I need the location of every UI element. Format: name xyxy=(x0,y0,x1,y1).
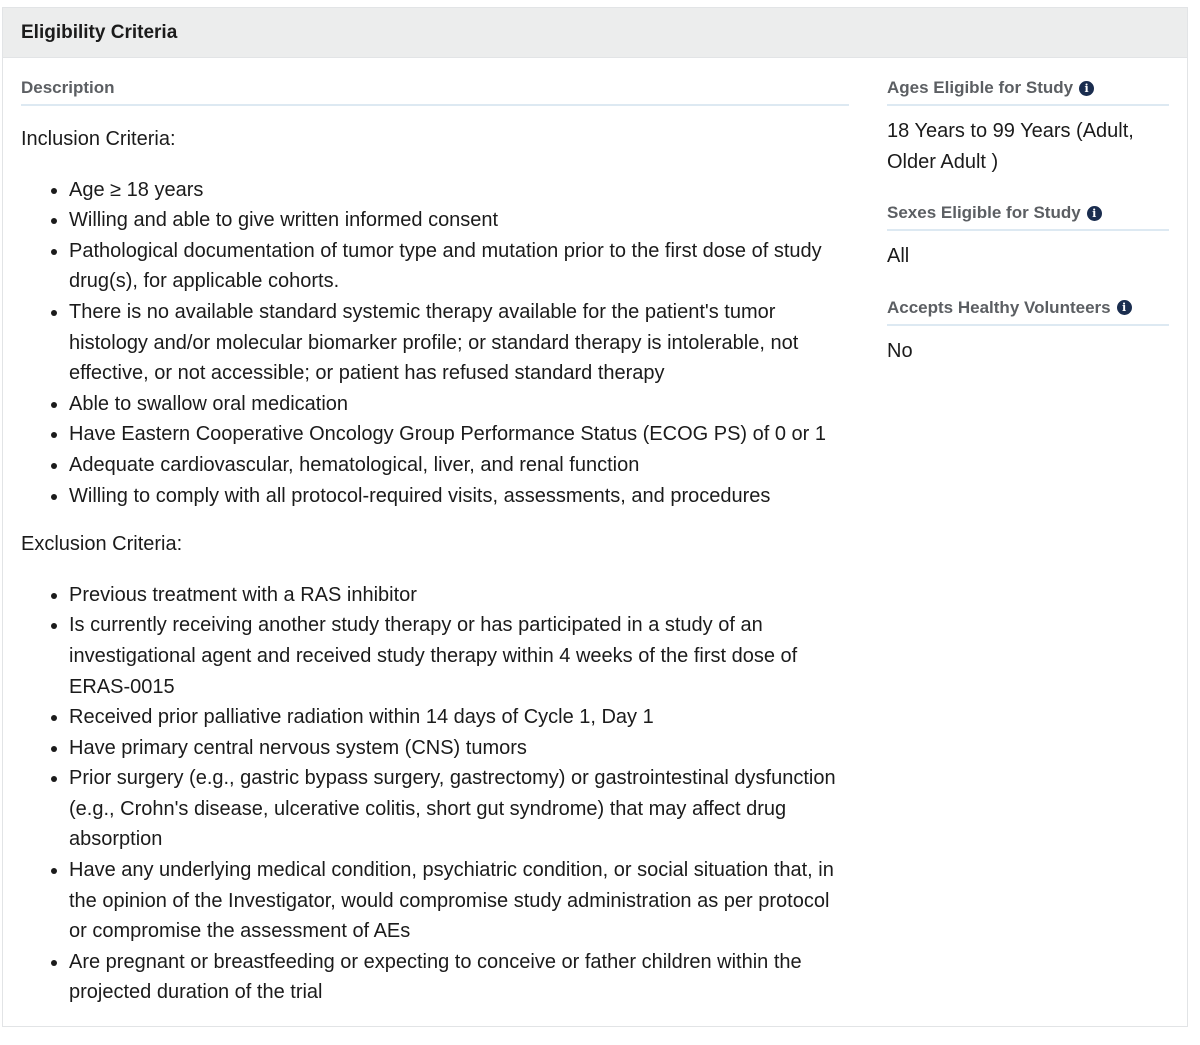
criteria-item: • Adequate cardiovascular, hematological, liver, and renal function xyxy=(69,450,849,481)
sexes-label-text: Sexes Eligible for Study xyxy=(887,203,1081,223)
criteria-item: • Willing to comply with all protocol-required visits, assessments, and procedures xyxy=(69,481,849,512)
sexes-block xyxy=(887,203,1169,272)
volunteers-block xyxy=(887,298,1169,367)
volunteers-value: No xyxy=(887,339,913,362)
criteria-item: • Prior surgery (e.g., gastric bypass surgery, gastrectomy) or gastrointestinal dysfunction (e.g., Crohn's disease, ulcerative colitis, short gut syndrome) that may affect drug absorption xyxy=(69,763,849,855)
criteria-item: • Are pregnant or breastfeeding or expecting to conceive or father children within the projected duration of the trial xyxy=(69,947,849,1008)
inclusion-list xyxy=(21,175,849,512)
exclusion-list xyxy=(21,580,849,1008)
exclusion-heading: Exclusion Criteria: xyxy=(21,533,183,556)
info-icon[interactable]: i xyxy=(1087,206,1102,221)
info-icon[interactable]: i xyxy=(1117,300,1132,315)
eligibility-sidebar xyxy=(887,78,1169,366)
volunteers-label xyxy=(887,298,1169,326)
ages-value: 18 Years to 99 Years (Adult, Older Adult ) xyxy=(887,120,1134,173)
criteria-item: • Received prior palliative radiation within 14 days of Cycle 1, Day 1 xyxy=(69,702,849,733)
ages-block xyxy=(887,78,1169,177)
inclusion-heading: Inclusion Criteria: xyxy=(21,128,176,150)
sexes-value: All xyxy=(887,245,910,268)
volunteers-label-text: Accepts Healthy Volunteers xyxy=(887,297,1111,317)
criteria-item: • Previous treatment with a RAS inhibitor xyxy=(69,580,849,611)
criteria-item: • Have Eastern Cooperative Oncology Group Performance Status (ECOG PS) of 0 or 1 xyxy=(69,419,849,450)
criteria-item: • Is currently receiving another study therapy or has participated in a study of an investigational agent and received study therapy within 4 weeks of the first dose of ERAS-0015 xyxy=(69,610,849,702)
ages-label-text: Ages Eligible for Study xyxy=(887,78,1074,97)
ages-label xyxy=(887,78,1169,106)
info-icon[interactable]: i xyxy=(1079,81,1094,96)
criteria-item: • Pathological documentation of tumor type and mutation prior to the first dose of study drug(s), for applicable cohorts. xyxy=(69,236,849,297)
criteria-item: • Willing and able to give written informed consent xyxy=(69,205,849,236)
eligibility-panel xyxy=(2,7,1188,1027)
description-column xyxy=(21,78,849,1008)
criteria-item: • There is no available standard systemic therapy available for the patient's tumor histology and/or molecular biomarker profile; or standard therapy is intolerable, not effective, or not accessible; or patient has refused standard therapy xyxy=(69,297,849,389)
criteria-item: • Have primary central nervous system (CNS) tumors xyxy=(69,733,849,764)
panel-title: Eligibility Criteria xyxy=(21,21,178,43)
criteria-item: • Have any underlying medical condition, psychiatric condition, or social situation that, in the opinion of the Investigator, would compromise study administration as per protocol or compromise the assessment of AEs xyxy=(69,855,849,947)
sexes-label xyxy=(887,203,1169,231)
description-label: Description xyxy=(21,78,849,106)
criteria-item: • Able to swallow oral medication xyxy=(69,389,849,420)
criteria-item: • Age ≥ 18 years xyxy=(69,175,849,206)
panel-header xyxy=(3,8,1187,58)
